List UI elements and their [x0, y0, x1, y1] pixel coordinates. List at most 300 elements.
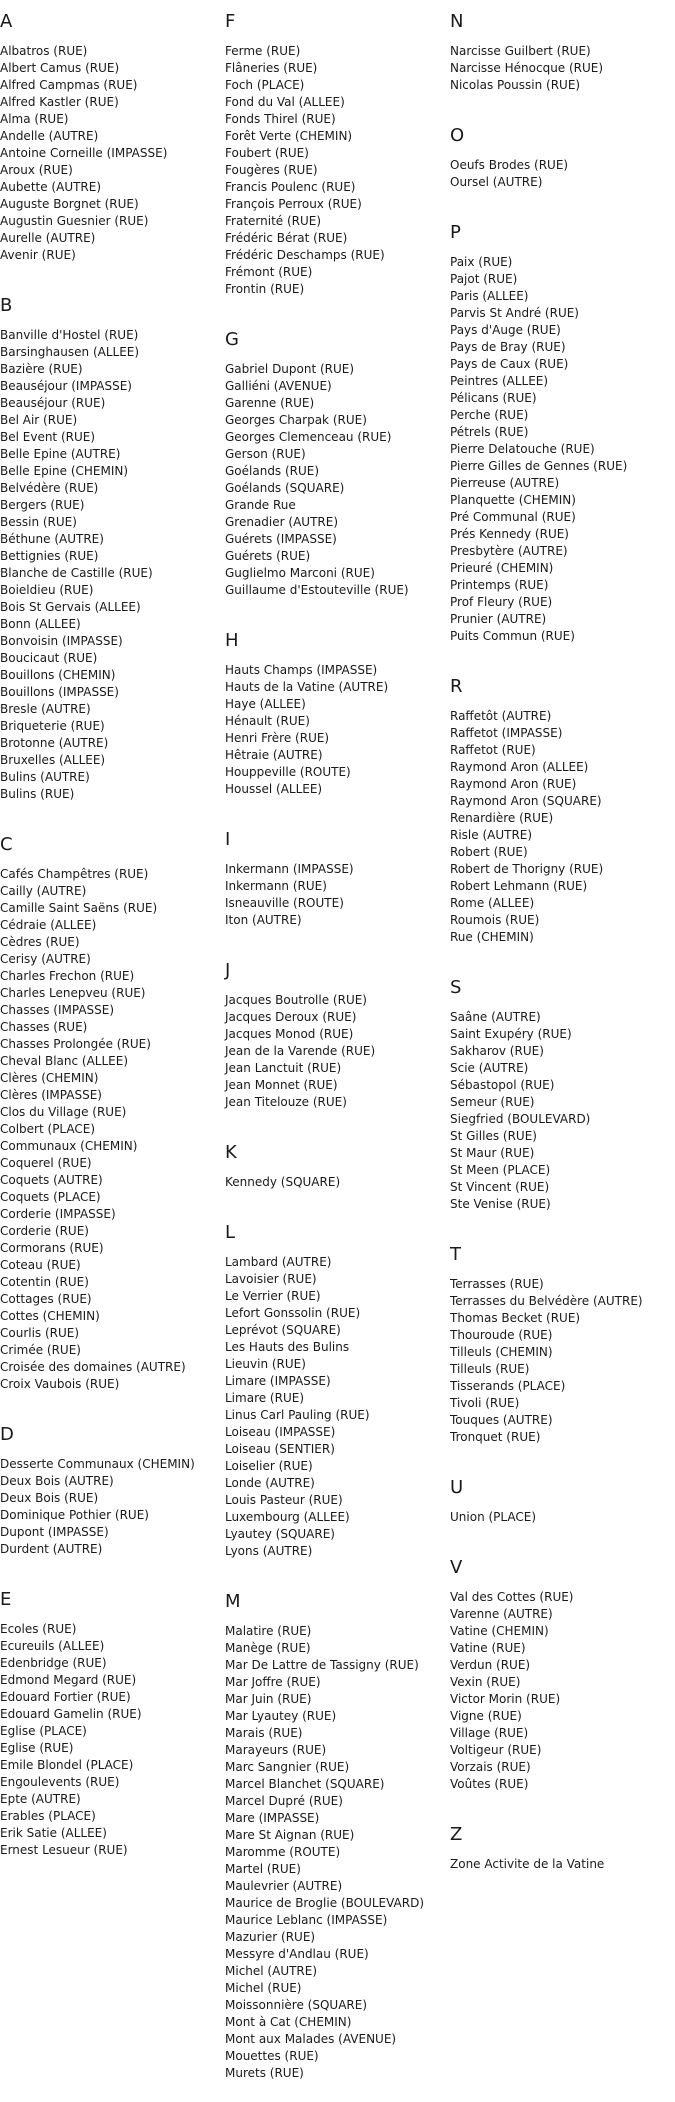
street-name: Thomas Becket (RUE) — [450, 1311, 581, 1325]
letter-group-u — [450, 1477, 675, 1546]
street-name: Andelle (AUTRE) — [0, 129, 99, 143]
street-name: Grenadier (AUTRE) — [225, 515, 338, 529]
letter-group-l — [225, 1222, 450, 1580]
street-name: Loiseau (SENTIER) — [225, 1442, 335, 1456]
street-name: Louis Pasteur (RUE) — [225, 1493, 343, 1507]
street-name: Vatine (CHEMIN) — [450, 1624, 549, 1638]
street-name: Les Hauts des Bulins — [225, 1340, 350, 1354]
street-name: Leprévot (SQUARE) — [225, 1323, 341, 1337]
street-name: Inkermann (IMPASSE) — [225, 862, 354, 876]
street-name: Gabriel Dupont (RUE) — [225, 362, 355, 376]
street-name: Raffetôt (AUTRE) — [450, 709, 552, 723]
street-name: Aroux (RUE) — [0, 163, 73, 177]
street-name: Grande Rue — [225, 498, 296, 512]
street-name: Bouillons (CHEMIN) — [0, 668, 116, 682]
street-name: Ste Venise (RUE) — [450, 1197, 551, 1211]
street-name: Victor Morin (RUE) — [450, 1692, 561, 1706]
letter-heading: N — [450, 11, 464, 32]
street-name: Colbert (PLACE) — [0, 1122, 96, 1136]
street-name: Marais (RUE) — [225, 1726, 303, 1740]
street-name: Nicolas Poussin (RUE) — [450, 78, 581, 92]
street-name: Printemps (RUE) — [450, 578, 549, 592]
street-name: Ernest Lesueur (RUE) — [0, 1843, 128, 1857]
street-name: Vexin (RUE) — [450, 1675, 521, 1689]
street-name: Bulins (RUE) — [0, 787, 75, 801]
street-name: Union (PLACE) — [450, 1510, 537, 1524]
street-name: Verdun (RUE) — [450, 1658, 531, 1672]
street-name: Marcel Blanchet (SQUARE) — [225, 1777, 385, 1791]
street-name: Erables (PLACE) — [0, 1809, 96, 1823]
street-name: Bresle (AUTRE) — [0, 702, 91, 716]
street-name: Malatire (RUE) — [225, 1624, 312, 1638]
street-name: Coteau (RUE) — [0, 1258, 81, 1272]
street-name: Cafés Champêtres (RUE) — [0, 867, 149, 881]
street-name: Deux Bois (RUE) — [0, 1491, 99, 1505]
letter-heading: C — [0, 834, 13, 855]
street-name: Prieuré (CHEMIN) — [450, 561, 554, 575]
street-name: Robert de Thorigny (RUE) — [450, 862, 604, 876]
letter-heading: M — [225, 1591, 241, 1612]
street-name: Antoine Corneille (IMPASSE) — [0, 146, 168, 160]
street-name: Sébastopol (RUE) — [450, 1078, 555, 1092]
street-name: Parvis St André (RUE) — [450, 306, 579, 320]
column-2 — [225, 0, 450, 2102]
street-name: Ecoles (RUE) — [0, 1622, 77, 1636]
street-name: Manège (RUE) — [225, 1641, 311, 1655]
street-name: St Maur (RUE) — [450, 1146, 535, 1160]
street-name: Bettignies (RUE) — [0, 549, 99, 563]
street-name: Flâneries (RUE) — [225, 61, 318, 75]
street-name: Avenir (RUE) — [0, 248, 76, 262]
street-name: Puits Commun (RUE) — [450, 629, 575, 643]
letter-heading: F — [225, 11, 236, 32]
street-name: Cotentin (RUE) — [0, 1275, 89, 1289]
street-name: Guillaume d'Estouteville (RUE) — [225, 583, 409, 597]
street-name: Prés Kennedy (RUE) — [450, 527, 569, 541]
street-name: Robert (RUE) — [450, 845, 528, 859]
letter-group-h — [225, 630, 450, 818]
street-name: Emile Blondel (PLACE) — [0, 1758, 134, 1772]
letter-heading: V — [450, 1557, 463, 1578]
street-name: Pré Communal (RUE) — [450, 510, 576, 524]
street-name: Raffetot (IMPASSE) — [450, 726, 563, 740]
street-name: Jacques Deroux (RUE) — [225, 1010, 357, 1024]
street-name: St Meen (PLACE) — [450, 1163, 551, 1177]
letter-heading: I — [225, 829, 231, 850]
street-name: Lefort Gonssolin (RUE) — [225, 1306, 361, 1320]
street-name: Eglise (PLACE) — [0, 1724, 87, 1738]
street-name: Isneauville (ROUTE) — [225, 896, 344, 910]
street-name: Beauséjour (RUE) — [0, 396, 106, 410]
street-name: Lieuvin (RUE) — [225, 1357, 306, 1371]
street-name: Chasses (RUE) — [0, 1020, 88, 1034]
street-name: Inkermann (RUE) — [225, 879, 327, 893]
street-name: Mar De Lattre de Tassigny (RUE) — [225, 1658, 419, 1672]
street-name: Planquette (CHEMIN) — [450, 493, 576, 507]
street-name: Lyautey (SQUARE) — [225, 1527, 335, 1541]
street-name: Rue (CHEMIN) — [450, 930, 534, 944]
street-name: Aurelle (AUTRE) — [0, 231, 96, 245]
street-name: Engoulevents (RUE) — [0, 1775, 120, 1789]
street-name: Mouettes (RUE) — [225, 2049, 319, 2063]
letter-group-b — [0, 295, 225, 823]
street-name: Jean de la Varende (RUE) — [225, 1044, 376, 1058]
letter-heading: U — [450, 1477, 464, 1498]
street-name: Mar Lyautey (RUE) — [225, 1709, 337, 1723]
street-name: Bulins (AUTRE) — [0, 770, 90, 784]
street-name: Tronquet (RUE) — [450, 1430, 541, 1444]
letter-heading: D — [0, 1424, 14, 1445]
street-name: Michel (RUE) — [225, 1981, 302, 1995]
street-name: Iton (AUTRE) — [225, 913, 302, 927]
street-name: Coquets (AUTRE) — [0, 1173, 103, 1187]
street-name: St Gilles (RUE) — [450, 1129, 537, 1143]
street-name: Risle (AUTRE) — [450, 828, 533, 842]
street-name: Henri Frère (RUE) — [225, 731, 330, 745]
street-name: Linus Carl Pauling (RUE) — [225, 1408, 370, 1422]
street-name: Murets (RUE) — [225, 2066, 304, 2080]
street-name: Robert Lehmann (RUE) — [450, 879, 588, 893]
street-name: Crimée (RUE) — [0, 1343, 81, 1357]
street-name: Bruxelles (ALLEE) — [0, 753, 106, 767]
street-name: Limare (IMPASSE) — [225, 1374, 331, 1388]
street-name: Pétrels (RUE) — [450, 425, 529, 439]
street-name: Frédéric Deschamps (RUE) — [225, 248, 385, 262]
street-name: Lavoisier (RUE) — [225, 1272, 317, 1286]
street-name: Bel Event (RUE) — [0, 430, 96, 444]
street-name: Pays de Bray (RUE) — [450, 340, 566, 354]
street-name: Bazière (RUE) — [0, 362, 83, 376]
street-name: Goélands (SQUARE) — [225, 481, 345, 495]
street-name: Croisée des domaines (AUTRE) — [0, 1360, 186, 1374]
letter-heading: Z — [450, 1824, 463, 1845]
street-name: Ferme (RUE) — [225, 44, 301, 58]
letter-heading: H — [225, 630, 239, 651]
street-name: Dupont (IMPASSE) — [0, 1525, 109, 1539]
street-name: Maurice de Broglie (BOULEVARD) — [225, 1896, 425, 1910]
street-name: Camille Saint Saëns (RUE) — [0, 901, 158, 915]
street-name: Terrasses du Belvédère (AUTRE) — [450, 1294, 643, 1308]
street-name: Val des Cottes (RUE) — [450, 1590, 574, 1604]
street-name: Mont aux Malades (AVENUE) — [225, 2032, 397, 2046]
street-name: Aubette (AUTRE) — [0, 180, 102, 194]
letter-group-e — [0, 1589, 225, 1879]
letter-heading: K — [225, 1142, 237, 1163]
letter-heading: B — [0, 295, 13, 316]
street-name: Mar Juin (RUE) — [225, 1692, 312, 1706]
street-name: Presbytère (AUTRE) — [450, 544, 568, 558]
street-name: Hauts de la Vatine (AUTRE) — [225, 680, 389, 694]
street-name: Saâne (AUTRE) — [450, 1010, 541, 1024]
letter-group-s — [450, 977, 675, 1233]
street-name: Prunier (AUTRE) — [450, 612, 547, 626]
letter-group-f — [225, 11, 450, 318]
street-name: Cailly (AUTRE) — [0, 884, 87, 898]
letter-group-p — [450, 222, 675, 665]
street-name: Edenbridge (RUE) — [0, 1656, 107, 1670]
street-name: Pays de Caux (RUE) — [450, 357, 569, 371]
street-name: Jean Lanctuit (RUE) — [225, 1061, 342, 1075]
street-name: Ecureuils (ALLEE) — [0, 1639, 105, 1653]
street-name: Scie (AUTRE) — [450, 1061, 529, 1075]
street-name: Corderie (IMPASSE) — [0, 1207, 116, 1221]
street-name: Messyre d'Andlau (RUE) — [225, 1947, 369, 1961]
street-name: Galliéni (AVENUE) — [225, 379, 332, 393]
street-name: Fraternité (RUE) — [225, 214, 322, 228]
street-name: Cottes (CHEMIN) — [0, 1309, 100, 1323]
street-name: Voltigeur (RUE) — [450, 1743, 542, 1757]
letter-group-i — [225, 829, 450, 949]
street-name: Mazurier (RUE) — [225, 1930, 316, 1944]
street-name: Cerisy (AUTRE) — [0, 952, 91, 966]
street-name: Barsinghausen (ALLEE) — [0, 345, 140, 359]
street-name: Pays d'Auge (RUE) — [450, 323, 561, 337]
street-name: Foubert (RUE) — [225, 146, 309, 160]
street-name: Pierre Gilles de Gennes (RUE) — [450, 459, 628, 473]
street-name: Vatine (RUE) — [450, 1641, 526, 1655]
street-name: Belle Epine (CHEMIN) — [0, 464, 129, 478]
street-name: Raffetot (RUE) — [450, 743, 536, 757]
street-name: Touques (AUTRE) — [450, 1413, 553, 1427]
street-name: Maurice Leblanc (IMPASSE) — [225, 1913, 388, 1927]
street-name: Cédraie (ALLEE) — [0, 918, 97, 932]
street-name: Raymond Aron (SQUARE) — [450, 794, 602, 808]
street-name: Boucicaut (RUE) — [0, 651, 98, 665]
street-name: Communaux (CHEMIN) — [0, 1139, 138, 1153]
letter-group-t — [450, 1244, 675, 1466]
letter-heading: E — [0, 1589, 12, 1610]
street-name: Mar Joffre (RUE) — [225, 1675, 321, 1689]
street-name: Peintres (ALLEE) — [450, 374, 549, 388]
street-name: Terrasses (RUE) — [450, 1277, 544, 1291]
street-name: Perche (RUE) — [450, 408, 529, 422]
street-name: Limare (RUE) — [225, 1391, 304, 1405]
street-name: Martel (RUE) — [225, 1862, 301, 1876]
street-name: Augustin Guesnier (RUE) — [0, 214, 149, 228]
letter-group-m — [225, 1591, 450, 2102]
street-name: Blanche de Castille (RUE) — [0, 566, 153, 580]
street-name: St Vincent (RUE) — [450, 1180, 550, 1194]
street-name: Clères (CHEMIN) — [0, 1071, 99, 1085]
street-name: Varenne (AUTRE) — [450, 1607, 553, 1621]
street-name: Roumois (RUE) — [450, 913, 540, 927]
letter-heading: S — [450, 977, 462, 998]
street-name: Mont à Cat (CHEMIN) — [225, 2015, 352, 2029]
street-name: Renardière (RUE) — [450, 811, 554, 825]
street-name: Houssel (ALLEE) — [225, 782, 323, 796]
column-3 — [450, 0, 675, 1893]
street-name: Croix Vaubois (RUE) — [0, 1377, 120, 1391]
street-name: Mare (IMPASSE) — [225, 1811, 320, 1825]
street-name: Auguste Borgnet (RUE) — [0, 197, 139, 211]
street-name: Raymond Aron (ALLEE) — [450, 760, 589, 774]
street-name: Dominique Pothier (RUE) — [0, 1508, 149, 1522]
street-name: Coquets (PLACE) — [0, 1190, 101, 1204]
street-name: Pélicans (RUE) — [450, 391, 537, 405]
street-name: Epte (AUTRE) — [0, 1792, 81, 1806]
street-name: Thouroude (RUE) — [450, 1328, 553, 1342]
letter-group-a — [0, 11, 225, 284]
street-name: Marayeurs (RUE) — [225, 1743, 327, 1757]
street-name: Albert Camus (RUE) — [0, 61, 120, 75]
letter-group-c — [0, 834, 225, 1413]
street-name: Erik Satie (ALLEE) — [0, 1826, 107, 1840]
street-name: Kennedy (SQUARE) — [225, 1175, 341, 1189]
street-name: Tisserands (PLACE) — [450, 1379, 566, 1393]
street-name: Pierre Delatouche (RUE) — [450, 442, 595, 456]
street-name: Voûtes (RUE) — [450, 1777, 529, 1791]
street-name: Village (RUE) — [450, 1726, 529, 1740]
street-name: Chasses Prolongée (RUE) — [0, 1037, 151, 1051]
street-name: Frémont (RUE) — [225, 265, 313, 279]
street-name: Deux Bois (AUTRE) — [0, 1474, 114, 1488]
street-name: Courlis (RUE) — [0, 1326, 80, 1340]
street-name: Cèdres (RUE) — [0, 935, 80, 949]
street-name: Mare St Aignan (RUE) — [225, 1828, 355, 1842]
street-name: Foch (PLACE) — [225, 78, 305, 92]
street-name: Maulevrier (AUTRE) — [225, 1879, 343, 1893]
letter-heading: L — [225, 1222, 236, 1243]
street-name: Corderie (RUE) — [0, 1224, 89, 1238]
street-name: Siegfried (BOULEVARD) — [450, 1112, 591, 1126]
street-name: Paris (ALLEE) — [450, 289, 529, 303]
street-name: François Perroux (RUE) — [225, 197, 362, 211]
street-name: Zone Activite de la Vatine — [450, 1857, 605, 1871]
street-name: Belle Epine (AUTRE) — [0, 447, 121, 461]
letter-heading: T — [450, 1244, 461, 1265]
street-name: Vorzais (RUE) — [450, 1760, 531, 1774]
letter-heading: A — [0, 11, 13, 32]
street-name: Briqueterie (RUE) — [0, 719, 105, 733]
street-name: Tilleuls (RUE) — [450, 1362, 530, 1376]
letter-heading: P — [450, 222, 461, 243]
street-name: Edmond Megard (RUE) — [0, 1673, 137, 1687]
street-name: Georges Charpak (RUE) — [225, 413, 367, 427]
street-name: Alma (RUE) — [0, 112, 69, 126]
street-name: Guérets (IMPASSE) — [225, 532, 337, 546]
street-name: Bergers (RUE) — [0, 498, 85, 512]
letter-heading: J — [225, 960, 231, 981]
street-name: Fond du Val (ALLEE) — [225, 95, 345, 109]
street-name: Narcisse Guilbert (RUE) — [450, 44, 591, 58]
letter-group-v — [450, 1557, 675, 1813]
street-name: Béthune (AUTRE) — [0, 532, 104, 546]
street-name: Luxembourg (ALLEE) — [225, 1510, 350, 1524]
street-name: Clères (IMPASSE) — [0, 1088, 102, 1102]
letter-group-g — [225, 329, 450, 619]
street-name: Georges Clemenceau (RUE) — [225, 430, 392, 444]
letter-group-k — [225, 1142, 450, 1211]
street-name: Jean Titelouze (RUE) — [225, 1095, 347, 1109]
letter-group-j — [225, 960, 450, 1131]
street-name: Coquerel (RUE) — [0, 1156, 92, 1170]
street-name: Haye (ALLEE) — [225, 697, 306, 711]
street-name: Houppeville (ROUTE) — [225, 765, 351, 779]
street-name: Narcisse Hénocque (RUE) — [450, 61, 604, 75]
street-name: Goélands (RUE) — [225, 464, 320, 478]
street-name: Bonvoisin (IMPASSE) — [0, 634, 123, 648]
letter-heading: O — [450, 125, 465, 146]
street-name: Edouard Gamelin (RUE) — [0, 1707, 142, 1721]
street-name: Vigne (RUE) — [450, 1709, 522, 1723]
street-name: Beauséjour (IMPASSE) — [0, 379, 132, 393]
street-name: Tilleuls (CHEMIN) — [450, 1345, 553, 1359]
street-name: Bessin (RUE) — [0, 515, 77, 529]
street-name: Pierreuse (AUTRE) — [450, 476, 560, 490]
street-name: Boieldieu (RUE) — [0, 583, 94, 597]
street-name: Gerson (RUE) — [225, 447, 306, 461]
street-name: Lambard (AUTRE) — [225, 1255, 332, 1269]
column-1 — [0, 0, 225, 1879]
street-name: Alfred Kastler (RUE) — [0, 95, 119, 109]
street-name: Moissonnière (SQUARE) — [225, 1998, 368, 2012]
street-name: Belvédère (RUE) — [0, 481, 99, 495]
street-name: Banville d'Hostel (RUE) — [0, 328, 139, 342]
street-name: Desserte Communaux (CHEMIN) — [0, 1457, 195, 1471]
street-name: Paix (RUE) — [450, 255, 513, 269]
letter-heading: G — [225, 329, 239, 350]
street-name: Saint Exupéry (RUE) — [450, 1027, 572, 1041]
street-name: Cottages (RUE) — [0, 1292, 92, 1306]
street-name: Bel Air (RUE) — [0, 413, 78, 427]
letter-group-d — [0, 1424, 225, 1578]
letter-group-n — [450, 11, 675, 114]
street-name: Loiseau (IMPASSE) — [225, 1425, 336, 1439]
street-name: Pajot (RUE) — [450, 272, 518, 286]
street-name: Prof Fleury (RUE) — [450, 595, 553, 609]
street-name: Hêtraie (AUTRE) — [225, 748, 323, 762]
street-name: Bouillons (IMPASSE) — [0, 685, 119, 699]
street-name: Frédéric Bérat (RUE) — [225, 231, 348, 245]
street-name: Jacques Monod (RUE) — [225, 1027, 354, 1041]
street-name: Marcel Dupré (RUE) — [225, 1794, 343, 1808]
letter-group-z — [450, 1824, 675, 1893]
street-name: Forêt Verte (CHEMIN) — [225, 129, 353, 143]
street-name: Bois St Gervais (ALLEE) — [0, 600, 141, 614]
street-name: Cheval Blanc (ALLEE) — [0, 1054, 129, 1068]
street-name: Edouard Fortier (RUE) — [0, 1690, 131, 1704]
street-name: Brotonne (AUTRE) — [0, 736, 109, 750]
street-name: Fougères (RUE) — [225, 163, 318, 177]
street-name: Hauts Champs (IMPASSE) — [225, 663, 378, 677]
street-name: Charles Frechon (RUE) — [0, 969, 135, 983]
street-name: Clos du Village (RUE) — [0, 1105, 127, 1119]
street-name: Cormorans (RUE) — [0, 1241, 104, 1255]
street-name: Tivoli (RUE) — [450, 1396, 520, 1410]
street-name: Raymond Aron (RUE) — [450, 777, 577, 791]
street-name: Chasses (IMPASSE) — [0, 1003, 115, 1017]
street-name: Maromme (ROUTE) — [225, 1845, 341, 1859]
street-name: Lyons (AUTRE) — [225, 1544, 313, 1558]
street-name: Londe (AUTRE) — [225, 1476, 315, 1490]
street-name: Garenne (RUE) — [225, 396, 315, 410]
street-name: Sakharov (RUE) — [450, 1044, 544, 1058]
letter-heading: R — [450, 676, 463, 697]
street-name: Marc Sangnier (RUE) — [225, 1760, 350, 1774]
street-name: Loiselier (RUE) — [225, 1459, 313, 1473]
street-name: Fonds Thirel (RUE) — [225, 112, 336, 126]
street-name: Albatros (RUE) — [0, 44, 88, 58]
street-name: Michel (AUTRE) — [225, 1964, 318, 1978]
letter-group-o — [450, 125, 675, 211]
street-name: Francis Poulenc (RUE) — [225, 180, 356, 194]
street-name: Oeufs Brodes (RUE) — [450, 158, 569, 172]
street-name: Oursel (AUTRE) — [450, 175, 543, 189]
street-name: Alfred Campmas (RUE) — [0, 78, 138, 92]
street-name: Guérets (RUE) — [225, 549, 311, 563]
street-name: Hénault (RUE) — [225, 714, 310, 728]
street-name: Charles Lenepveu (RUE) — [0, 986, 146, 1000]
